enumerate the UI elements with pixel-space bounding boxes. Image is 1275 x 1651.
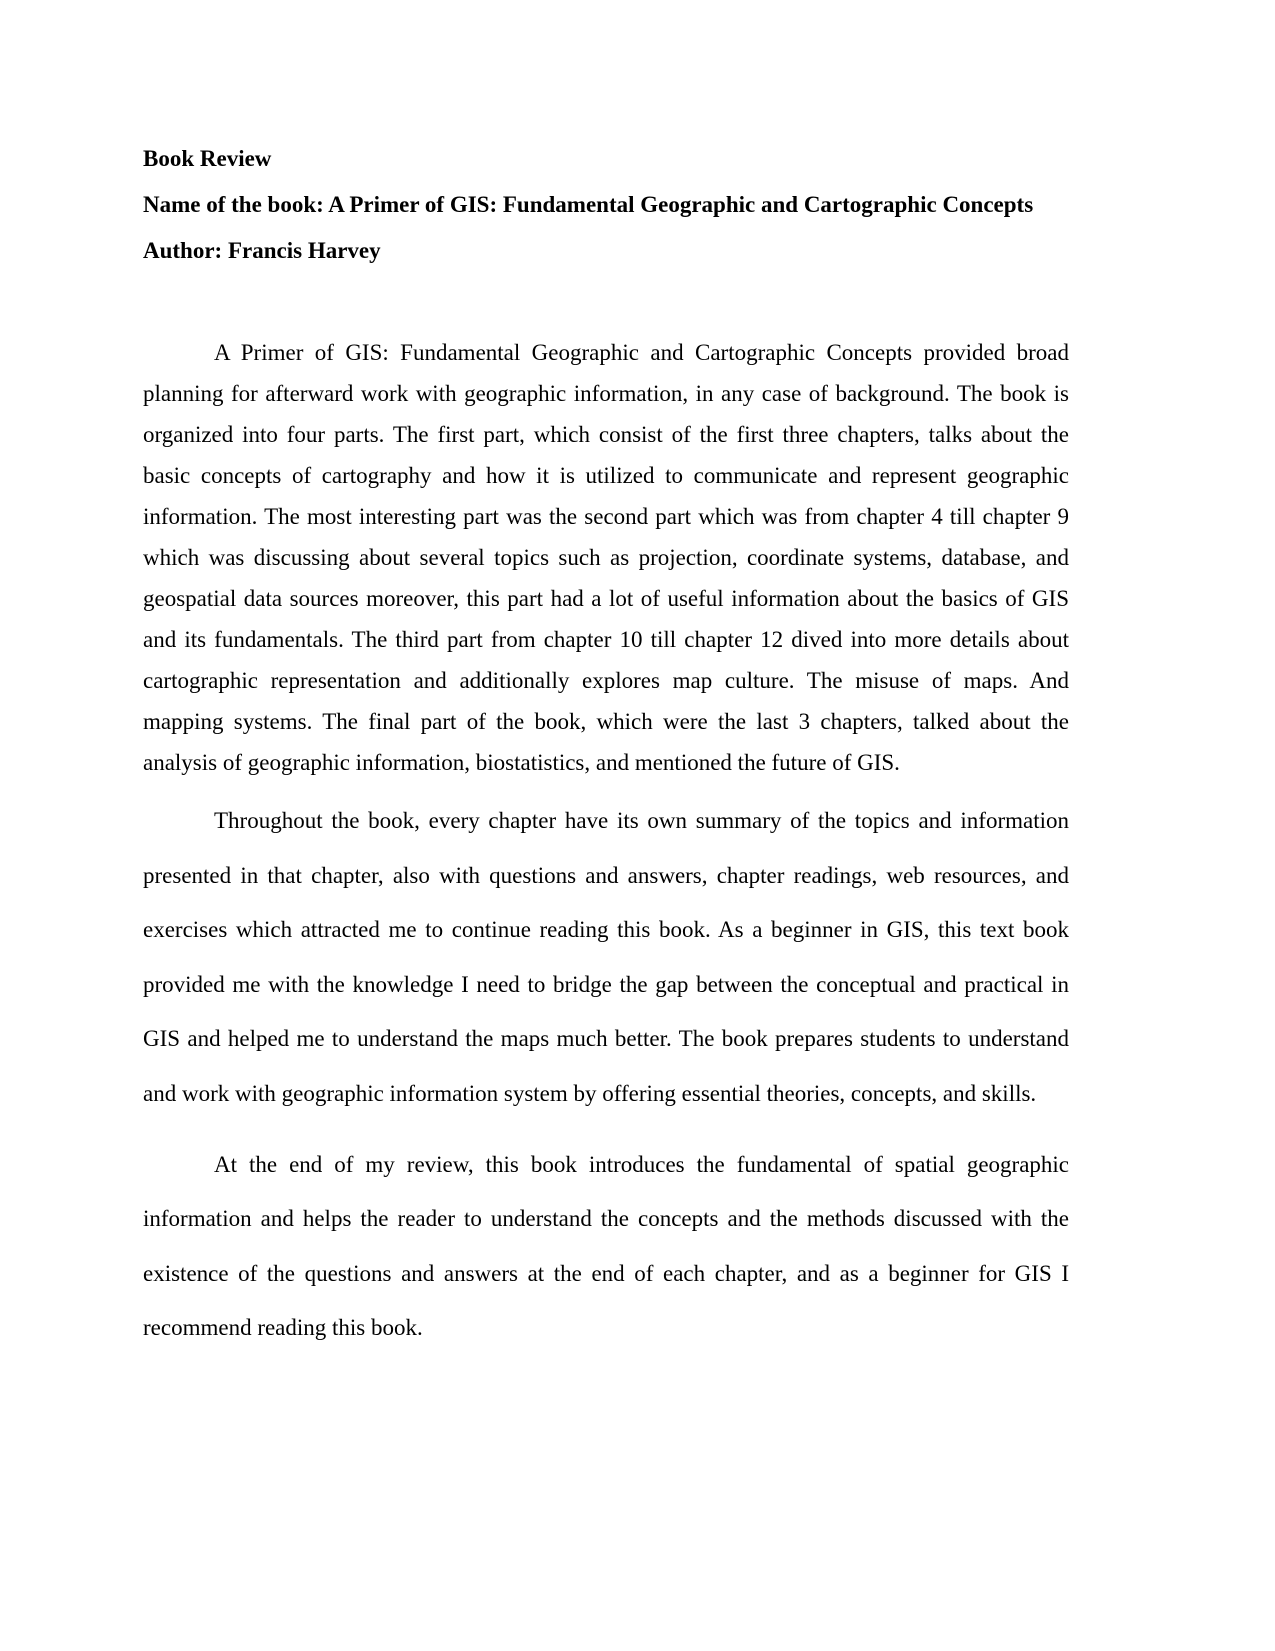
review-title: Book Review xyxy=(143,146,272,171)
book-name-line: Name of the book: A Primer of GIS: Fundamental Geographic and Cartographic Concepts xyxy=(143,192,1034,217)
review-paragraph-3: At the end of my review, this book introduces the fundamental of spatial geographic information and helps the reader to understand the concepts and the methods discussed with the existence of the questions and answers at the end of each chapter, and as a beginner for GIS I recommend reading this book. xyxy=(143,1151,1069,1341)
document-page xyxy=(143,136,1069,1356)
author-line: Author: Francis Harvey xyxy=(143,238,381,263)
review-paragraph-2: Throughout the book, every chapter have its own summary of the topics and information presented in that chapter, also with questions and answers, chapter readings, web resources, and exercises which attracted me to continue reading this book. As a beginner in GIS, this text book provided me with the knowledge I need to bridge the gap between the conceptual and practical in GIS and helped me to understand the maps much better. The book prepares students to understand and work with geographic information system by offering essential theories, concepts, and skills. xyxy=(143,808,1069,1106)
review-paragraph-1: A Primer of GIS: Fundamental Geographic and Cartographic Concepts provided broad planning for afterward work with geographic information, in any case of background. The book is organized into four parts. The first part, which consist of the first three chapters, talks about the basic concepts of cartography and how it is utilized to communicate and represent geographic information. The most interesting part was the second part which was from chapter 4 till chapter 9 which was discussing about several topics such as projection, coordinate systems, database, and geospatial data sources moreover, this part had a lot of useful information about the basics of GIS and its fundamentals. The third part from chapter 10 till chapter 12 dived into more details about cartographic representation and additionally explores map culture. The misuse of maps. And mapping systems. The final part of the book, which were the last 3 chapters, talked about the analysis of geographic information, biostatistics, and mentioned the future of GIS. xyxy=(143,340,1069,775)
